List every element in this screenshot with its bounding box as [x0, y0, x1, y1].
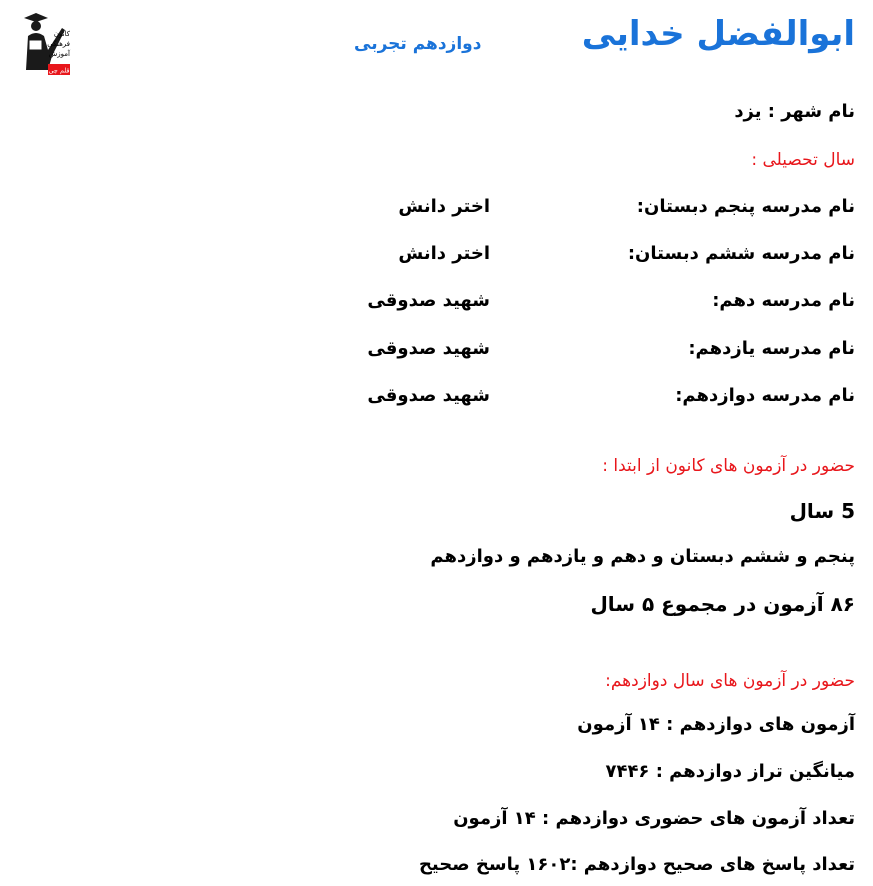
school-label-6: نام مدرسه ششم دبستان:	[627, 243, 855, 264]
logo-text-3: آموزش	[48, 50, 70, 58]
grade12-in-person-exams: تعداد آزمون های حضوری دوازدهم : ۱۴ آزمون	[453, 808, 855, 829]
kanoon-total: ۸۶ آزمون در مجموع ۵ سال	[590, 592, 855, 616]
grade-field: دوازدهم تجربی	[354, 34, 482, 54]
kanoon-years: 5 سال	[789, 499, 855, 523]
logo-text-2: فرهنگی	[47, 40, 70, 48]
school-label-5: نام مدرسه پنجم دبستان:	[636, 196, 855, 217]
school-label-11: نام مدرسه یازدهم:	[688, 338, 855, 359]
school-value-12: شهید صدوقی	[367, 385, 490, 406]
school-label-12: نام مدرسه دوازدهم:	[675, 385, 855, 406]
grade12-exams-count: آزمون های دوازدهم : ۱۴ آزمون	[577, 714, 855, 735]
kanoon-attendance-heading: حضور در آزمون های کانون از ابتدا :	[602, 456, 855, 476]
school-label-10: نام مدرسه دهم:	[712, 290, 855, 311]
grade12-correct-answers: تعداد پاسخ های صحیح دوازدهم :۱۶۰۲ پاسخ صحیح	[418, 854, 855, 875]
academic-year-heading: سال تحصیلی :	[751, 150, 855, 170]
grade12-average-score: میانگین تراز دوازدهم : ۷۴۴۶	[605, 761, 855, 782]
school-value-6: اختر دانش	[398, 243, 490, 264]
graduate-figure-icon	[18, 10, 72, 78]
school-value-10: شهید صدوقی	[367, 290, 490, 311]
grade12-attendance-heading: حضور در آزمون های سال دوازدهم:	[605, 671, 855, 691]
kanoon-grades: پنجم و ششم دبستان و دهم و یازدهم و دوازدهم	[430, 546, 855, 567]
school-value-5: اختر دانش	[398, 196, 490, 217]
school-value-11: شهید صدوقی	[367, 338, 490, 359]
logo-badge-text: قلم چی	[48, 66, 70, 75]
logo-text-1: کانون	[53, 30, 70, 38]
city-line: نام شهر : یزد	[734, 101, 855, 122]
student-name: ابوالفضل خدایی	[581, 14, 855, 54]
kanoon-logo	[18, 10, 72, 78]
